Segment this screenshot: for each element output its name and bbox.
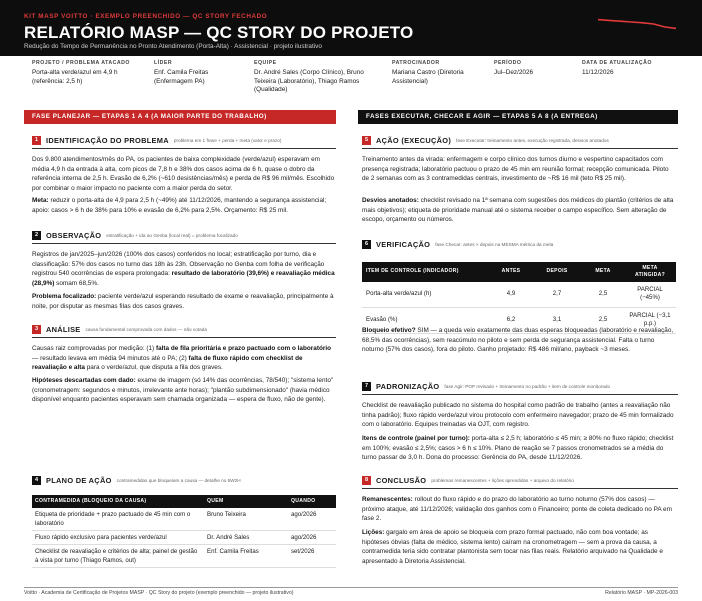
section-8-remaining: Remanescentes: rollout do fluxo rápido e do prazo do laboratório ao turno noturno (57% dos casos) — próximo ataque, até 11/12/2026; validação dos ganhos com o Financeiro; ponte de coleta dedicado no PA em fase 2. <box>362 496 672 523</box>
section-3-discarded: Hipóteses descartadas com dado: exame de imagem (só 14% das ocorrências, 78/540); "sistema lento" (cronometragem: segundos e minutos, irrelevante ante horas); "plantão subdimensionado" (havia médico disponível enquanto pacientes esperavam sem chamada organizada — espera de fluxo, não de gente). <box>32 377 334 404</box>
table-row: Checklist de reavaliação e critérios de alta; painel de gestão à vista por turno (Thiago Ramos, out) Enf. Camila Freitas set/2026 <box>32 544 336 567</box>
column-header: CONTRAMEDIDA (BLOQUEIO DA CAUSA) <box>32 495 204 508</box>
section-note: contramedidas que bloqueiam a causa — detalhe no 5W2H <box>116 477 241 483</box>
section-title: PLANO DE AÇÃO <box>46 476 112 485</box>
section-divider <box>32 148 336 149</box>
section-1-goal: Meta: reduzir o porta-alta de 4,9 para 2,5 h (~49%) até 11/12/2026, mantendo a segurança assistencial; apoio: casos > 6 h de 38% para 10% e evasão de 6,2% para 2,5%. Orçamento: R$ 25 mil. <box>32 197 327 214</box>
report-title: RELATÓRIO MASP — QC STORY DO PROJETO <box>24 23 414 42</box>
section-note: estratificação + ida ao Genba (local real) = problema focalizado <box>106 232 238 238</box>
column-header: ANTES <box>490 262 532 282</box>
section-7-controls: Itens de controle (painel por turno): porta-alta ≤ 2,5 h; laboratório ≤ 45 min; ≥ 80% no fluxo rápido; checklist em 100%; evasão ≤ 2,5%; casos > 6 h ≤ 10%. Plano de reação se 7 passos cronometrados se a média do turno passar de 3,0 h. Dona do processo: Gerência do PA, desde 11/12/2026. <box>362 435 674 462</box>
table-row: Etiqueta de prioridade + prazo pactuado de 45 min com o laboratório Bruno Teixeira ago/2026 <box>32 508 336 531</box>
section-note: causa fundamental comprovada com dados — não votada <box>85 326 207 332</box>
trend-sparkline <box>596 16 678 40</box>
footer-doc-id: Relatório MASP · MP-2026-003 <box>605 590 678 596</box>
section-3-header <box>32 325 207 335</box>
column-header: META ATINGIDA? <box>624 262 676 282</box>
section-1-header <box>32 136 281 146</box>
section-8-lessons: Lições: gargalo em área de apoio se bloqueia com prazo formal pactuado, não com boa vontade; as hipóteses óbvias (falta de médico, sistema lento) caíram na cronometragem — sem a prova da causa, a contramedida teria sido contratar plantonista sem tocar nas filas reais. Relatório arquivado na Qualidade e apresentado à Diretoria Assistencial. <box>362 529 663 565</box>
section-note: fase Executar: treinamento antes, execução registrada, desvios anotados <box>456 137 609 143</box>
column-header: ITEM DE CONTROLE (INDICADOR) <box>362 262 490 282</box>
section-7-text: Checklist de reavaliação publicado no sistema do hospital como padrão de trabalho (antes a reavaliação não tinha padrão); fluxo rápido verde/azul virou protocolo com enfermeiro navegador; prazo de 45 min formalizado com o laboratório. Equipes treinadas via OJT, com registro. <box>362 402 674 429</box>
meta-sponsor: PATROCINADOR Mariana Castro (Diretoria Assistencial) <box>392 60 464 85</box>
section-title: IDENTIFICAÇÃO DO PROBLEMA <box>46 136 169 145</box>
section-title: VERIFICAÇÃO <box>376 240 431 249</box>
meta-update-date: DATA DE ATUALIZAÇÃO 11/12/2026 <box>582 60 652 77</box>
section-note: problemas remanescentes + lições aprendidas + arquivo do relatório <box>431 477 574 483</box>
action-plan-table <box>32 495 336 568</box>
table-row: Porta-alta verde/azul (h) 4,9 2,7 2,5 PARCIAL (−45%) <box>362 282 676 308</box>
section-5-header <box>362 136 609 146</box>
section-5-text: Treinamento antes da virada: enfermagem e corpo clínico dos turnos diurno e vespertino capacitados com presença registrada; laboratório pactuou o prazo de 45 min em reunião formal; recepção comunicada. Piloto de 2 semanas com as 3 contramedidas centrais, investimento de ~R$ 16 mil (teto R$ 25 mil). <box>362 156 669 183</box>
column-header: QUANDO <box>288 495 336 508</box>
column-header: META <box>582 262 624 282</box>
table-row: Fluxo rápido exclusivo para pacientes verde/azul Dr. André Sales ago/2026 <box>32 530 336 544</box>
section-note: problema em 1 frase + perda + meta (valor e prazo) <box>173 137 282 143</box>
section-3-text: Causas raiz comprovadas por medição: (1) falta de fila prioritária e prazo pactuado com o laboratório — resultado levava em média 94 minutos até o PA; (2) falta de fluxo rápido com checklist de reavaliação e alta para o verde/azul, que disputa a fila dos graves. <box>32 345 332 372</box>
section-divider <box>362 488 678 489</box>
section-note: fase Checar: antes × depois na MESMA métrica da meta <box>435 241 554 247</box>
meta-period: PERÍODO Jul–Dez/2026 <box>494 60 534 77</box>
section-4-header <box>32 476 241 486</box>
step-badge: 5 <box>362 136 371 145</box>
section-divider <box>32 337 336 338</box>
table-header-row <box>32 495 336 508</box>
column-header: QUEM <box>204 495 288 508</box>
report-subtitle: Redução do Tempo de Permanência no Pronto Atendimento (Porta-Alta) · Assistencial · projeto ilustrativo <box>24 43 322 50</box>
step-badge: 2 <box>32 231 41 240</box>
step-badge: 1 <box>32 136 41 145</box>
section-title: OBSERVAÇÃO <box>46 231 102 240</box>
section-divider <box>32 243 336 244</box>
section-1-text: Dos 9.800 atendimentos/mês do PA, os pacientes de baixa complexidade (verde/azul) esperavam em média 4,9 h da entrada à alta, com picos de 7,8 h e 38% dos casos acima de 6 h, quase o dobro da referência interna de 2,5 h. Evasão de 6,2% (~610 desistências/mês) e perda de R$ 96 mil/mês. Escolhido por combinar o maior impacto no paciente com a maior perda do setor. <box>32 156 335 192</box>
verification-table <box>362 262 676 334</box>
step-badge: 4 <box>32 476 41 485</box>
table-row: Evasão (%) 6,2 3,1 2,5 PARCIAL (−3,1 p.p.) <box>362 307 676 333</box>
meta-leader: LÍDER Enf. Camila Freitas (Enfermagem PA) <box>154 60 209 85</box>
section-divider <box>362 148 678 149</box>
footer-divider <box>24 587 678 588</box>
section-6-text: Bloqueio efetivo? SIM — a queda veio exatamente das duas esperas bloqueadas (laboratório e reavaliação, 68,5% das ocorrências), sem reacúmulo no piloto e sem perda de segurança assistencial. Falta o turno noturno (57% dos casos), fora do piloto. Ganho projetado: R$ 486 mil/ano, payback ~3 meses. <box>362 327 674 354</box>
report-header <box>0 0 702 56</box>
section-divider <box>362 394 678 395</box>
phase-execute-banner: FASES EXECUTAR, CHECAR E AGIR — ETAPAS 5 A 8 (A ENTREGA) <box>358 110 678 124</box>
section-title: AÇÃO (EXECUÇÃO) <box>376 136 452 145</box>
step-badge: 7 <box>362 382 371 391</box>
footer-left: Voitto · Academia de Certificação de Projetos MASP · QC Story do projeto (exemplo preenchido — projeto ilustrativo) <box>24 590 294 596</box>
header-kicker: KIT MASP VOITTO · EXEMPLO PREENCHIDO — QC STORY FECHADO <box>24 13 268 20</box>
meta-project: PROJETO / PROBLEMA ATACADO Porta-alta verde/azul em 4,9 h (referência: 2,5 h) <box>32 60 130 85</box>
section-6-header <box>362 240 553 250</box>
phase-plan-banner: FASE PLANEJAR — ETAPAS 1 A 4 (A MAIOR PARTE DO TRABALHO) <box>24 110 336 124</box>
step-badge: 8 <box>362 476 371 485</box>
section-title: PADRONIZAÇÃO <box>376 382 440 391</box>
project-meta-strip <box>24 58 678 98</box>
meta-team: EQUIPE Dr. André Sales (Corpo Clínico), Bruno Teixeira (Laboratório), Thiago Ramos (Qualidade) <box>254 60 364 94</box>
section-title: CONCLUSÃO <box>376 476 427 485</box>
section-7-header <box>362 382 610 392</box>
column-header: DEPOIS <box>532 262 582 282</box>
table-header-row <box>362 262 676 282</box>
section-2-header <box>32 231 238 241</box>
section-2-focus: Problema focalizado: paciente verde/azul esperando resultado de exame e reavaliação, principalmente à noite, por disputar as mesmas filas dos casos graves. <box>32 293 334 310</box>
section-5-deviations: Desvios anotados: checklist revisado na 1ª semana com sugestões dos médicos do plantão (critérios de alta mais objetivos); etiqueta de prioridade manual até o sistema receber o campo específico. Sem alteração de escopo, orçamento ou números. <box>362 197 674 224</box>
section-note: fase Agir: POP revisado + treinamento no padrão + item de controle monitorado <box>444 383 611 389</box>
section-title: ANÁLISE <box>46 325 81 334</box>
section-8-header <box>362 476 574 486</box>
section-2-text: Registros de jan/2025–jun/2026 (100% dos casos) conferidos no local; estratificação por turno, dia e classificação: 57% dos casos no turno das 18h às 23h. Observação no Genba com folha de verificação registrou 540 ocorrências de espera prolongada: resultado de laboratório (39,6%) e reavaliação médica (28,9%) somam 68,5%. <box>32 251 335 287</box>
step-badge: 6 <box>362 240 371 249</box>
step-badge: 3 <box>32 325 41 334</box>
